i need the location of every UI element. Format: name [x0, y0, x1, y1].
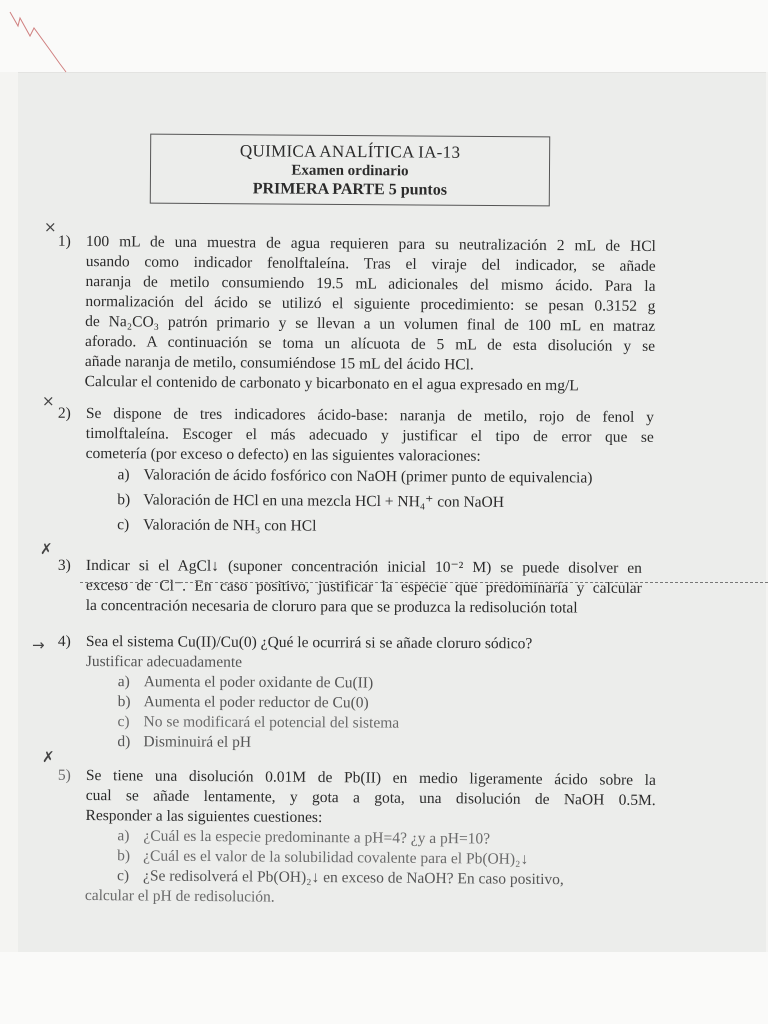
question-line: Responder a las siguientes cuestiones:: [85, 806, 323, 827]
handwritten-arrow-q4: →: [32, 636, 45, 654]
question-line: usando como indicador fenolftaleína. Tras el viraje del indicador, se añade: [85, 252, 656, 275]
question-line: cual se añade lentamente, y gota a gota, una disolución de NaOH 0.5M.: [85, 786, 656, 809]
question-4: [57, 632, 626, 755]
handwritten-mark-q5: ✗: [42, 748, 55, 766]
question-line: cometería (por exceso o defecto) en las siguientes valoraciones:: [85, 444, 481, 465]
scan-background-bottom: [0, 952, 768, 1024]
question-line: de Na₂CO₃ patrón primario y se llevan a un volumen final de 100 mL en matraz: [85, 312, 656, 335]
question-number: 2): [57, 404, 71, 422]
question-line: timolftaleína. Escoger el más adecuado y justificar el tipo de error que se: [85, 424, 654, 446]
question-line: Sea el sistema Cu(II)/Cu(0) ¿Qué le ocurrirá si se añade cloruro sódico?: [85, 633, 533, 653]
question-5: [57, 766, 656, 911]
option-b: b) ¿Cuál es el valor de la solubilidad covalente para el Pb(OH)₂↓: [117, 847, 529, 868]
question-number: 5): [57, 766, 71, 784]
question-line: naranja de metilo consumiendo 19.5 mL adicionales del mismo ácido. Para la: [85, 272, 656, 295]
question-line: exceso de Cl⁻. En caso positivo, justificar la especie que predominaría y calcular: [85, 576, 642, 597]
course-title: QUIMICA ANALÍTICA IA-13: [239, 141, 461, 162]
handwritten-mark-q1: ×: [44, 218, 57, 236]
option-b: b) Aumenta el poder reductor de Cu(0): [117, 693, 369, 712]
question-line: Justificar adecuadamente: [85, 652, 243, 671]
question-line: Se dispone de tres indicadores ácido-base: naranja de metilo, rojo de fenol y: [85, 404, 654, 426]
question-number: 3): [57, 556, 71, 574]
question-line: calcular el pH de redisolución.: [84, 886, 275, 906]
option-a: a) Valoración de ácido fosfórico con NaOH (primer punto de equivalencia): [117, 466, 593, 487]
exam-title-box: [150, 134, 550, 207]
question-1: [57, 232, 656, 397]
scan-background-top: [0, 0, 768, 72]
option-a: a) ¿Cuál es la especie predominante a pH=4? ¿y a pH=10?: [117, 827, 491, 848]
question-3: [57, 556, 642, 619]
option-c: c) No se modificará el potencial del sistema: [117, 713, 400, 732]
question-number: 1): [57, 232, 71, 250]
question-line: normalización del ácido se utilizó el siguiente procedimiento: se pesan 0.3152 g: [85, 292, 656, 315]
question-line: Calcular el contenido de carbonato y bicarbonato en el agua expresado en mg/L: [84, 372, 579, 395]
pen-scribble-mark: [6, 6, 76, 76]
question-2: [57, 404, 654, 539]
question-line: Indicar si el AgCl↓ (suponer concentración inicial 10⁻² M) se puede disolver en: [85, 557, 642, 577]
option-c: c) Valoración de NH₃ con HCl: [117, 516, 317, 535]
question-line: aforado. A continuación se toma un alícuota de 5 mL de esta disolución y se: [84, 332, 656, 355]
question-line: añade naranja de metilo, consumiéndose 15 mL del ácido HCl.: [84, 352, 474, 374]
exam-part: PRIMERA PARTE 5 puntos: [252, 180, 448, 199]
option-c: c) ¿Se redisolverá el Pb(OH)₂↓ en exceso de NaOH? En caso positivo,: [116, 867, 564, 889]
question-line: la concentración necesaria de cloruro para que se produzca la redisolución total: [85, 596, 578, 617]
question-line: 100 mL de una muestra de agua requieren para su neutralización 2 mL de HCl: [85, 232, 656, 255]
option-d: d) Disminuirá el pH: [117, 733, 252, 751]
option-a: a) Aumenta el poder oxidante de Cu(II): [117, 673, 374, 692]
exam-type: Examen ordinario: [291, 162, 409, 180]
question-number: 4): [57, 632, 71, 650]
handwritten-mark-q2: ×: [42, 392, 55, 410]
handwritten-mark-q3: ✗: [40, 540, 53, 558]
fold-line: [80, 582, 768, 583]
question-line: Se tiene una disolución 0.01M de Pb(II) en medio ligeramente ácido sobre la: [85, 766, 656, 789]
option-b: b) Valoración de HCl en una mezcla HCl + NH₄⁺ con NaOH: [117, 491, 505, 511]
